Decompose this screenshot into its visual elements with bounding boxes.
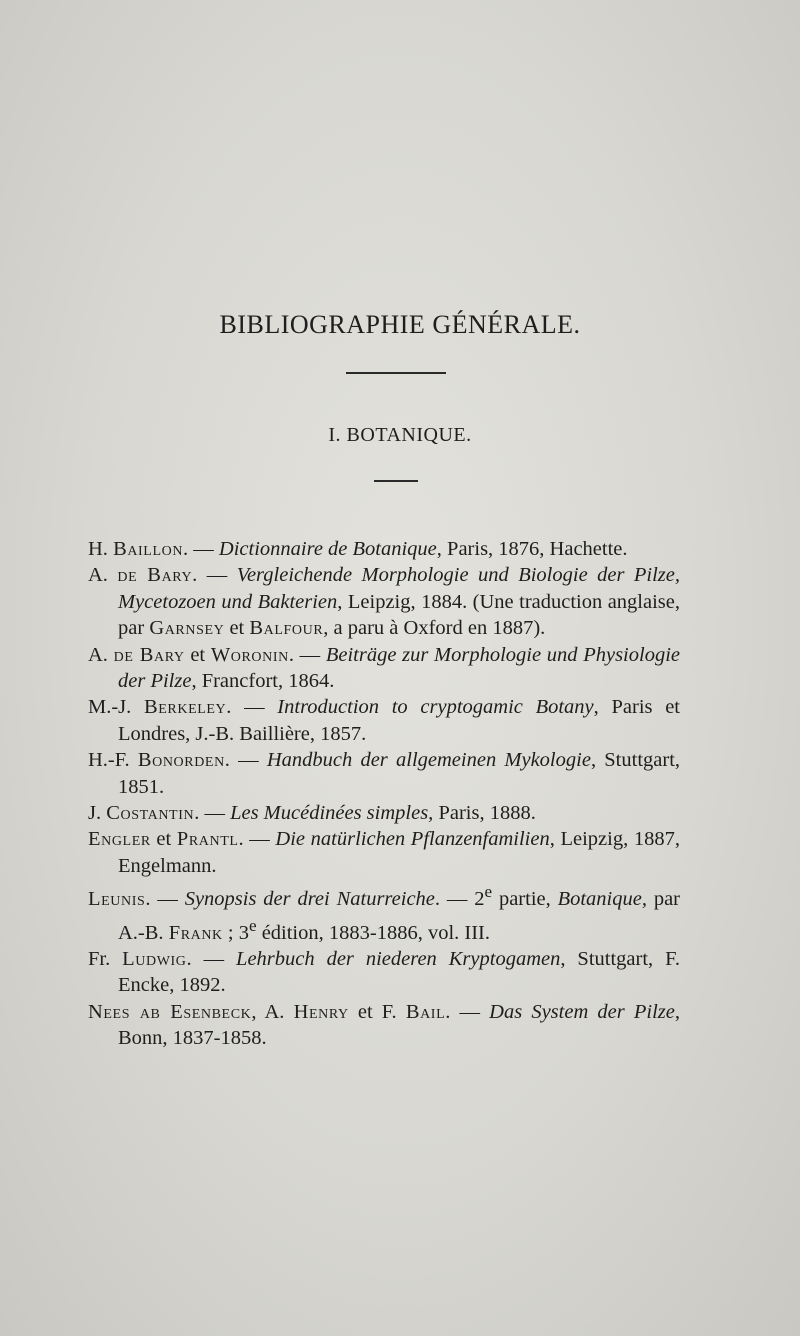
author-name: Nees ab Esenbeck <box>88 1000 252 1023</box>
author-name: Baillon <box>113 538 184 560</box>
author-name: Costantin <box>106 802 195 825</box>
bibliography-list <box>88 536 680 1051</box>
author-name: Henry <box>293 1000 349 1023</box>
bibliography-entry: Engler et Prantl. — Die natürlichen Pflanzenfamilien, Leipzig, 1887, Engelmann. <box>88 828 680 877</box>
work-title: Das System der Pilze <box>489 1000 675 1023</box>
bibliography-entry: J. Costantin. — Les Mucédinées simples, Paris, 1888. <box>88 802 536 825</box>
author-name: Leunis <box>88 888 146 911</box>
bibliography-entry: M.-J. Berkeley. — Introduction to cryptogamic Botany, Paris et Londres, J.-B. Baillière, 1857. <box>88 696 680 745</box>
work-title: Vergleichende Morphologie und Biologie der Pilze, Mycetozoen und Bakterien <box>118 564 681 613</box>
author-name: Woronin <box>210 643 289 666</box>
work-title: Synopsis der drei Naturreiche <box>184 888 435 911</box>
work-title: Beiträge zur Morphologie und Physiologie der Pilze <box>118 643 680 693</box>
work-title: Introduction to cryptogamic Botany <box>277 696 594 719</box>
bibliography-entry: A. de Bary et Woronin. — Beiträge zur Morphologie und Physiologie der Pilze, Francfort, 1864. <box>88 643 680 693</box>
work-title: Handbuch der allgemeinen Mykologie <box>266 749 591 772</box>
author-name: Ludwig <box>122 947 187 970</box>
author-name: Berkeley <box>144 696 227 719</box>
author-name: Engler <box>88 828 151 851</box>
work-title: Botanique, <box>557 888 647 911</box>
author-name: Bonorden <box>137 749 225 772</box>
bibliography-entry: A. de Bary. — Vergleichende Morphologie und Biologie der Pilze, Mycetozoen und Bakterien, Leipzig, 1884. (Une traduction anglaise, par Garnsey et Balfour, a paru à Oxford en 1887). <box>88 564 681 640</box>
bibliography-entry: Leunis. — Synopsis der drei Naturreiche. — 2e partie, Botanique, par A.-B. Frank ; 3e édition, 1883-1886, vol. III. <box>88 882 681 944</box>
work-title: Dictionnaire de Botanique <box>218 538 437 560</box>
bibliography-entry: H.-F. Bonorden. — Handbuch der allgemeinen Mykologie, Stuttgart, 1851. <box>88 749 681 798</box>
bibliography-entry: Fr. Ludwig. — Lehrbuch der niederen Kryptogamen, Stuttgart, F. Encke, 1892. <box>88 947 680 997</box>
author-name: de Bary <box>113 643 185 666</box>
author-name: Frank <box>168 921 223 944</box>
page-title: BIBLIOGRAPHIE GÉNÉRALE. <box>219 310 581 339</box>
section-divider <box>374 480 418 482</box>
work-title: Lehrbuch der niederen Kryptogamen <box>236 947 561 970</box>
work-title: Les Mucédinées simples, <box>230 802 434 825</box>
author-name: Prantl <box>176 828 239 851</box>
author-name: Bail <box>405 1000 446 1023</box>
author-name: Garnsey <box>149 617 225 640</box>
author-name: de Bary <box>117 564 193 587</box>
author-name: Balfour <box>249 617 324 640</box>
bibliography-entry: Nees ab Esenbeck, A. Henry et F. Bail. — Das System der Pilze, Bonn, 1837-1858. <box>88 1000 680 1049</box>
bibliography-entry: H. Baillon. — Dictionnaire de Botanique, Paris, 1876, Hachette. <box>88 538 628 560</box>
section-heading: I. BOTANIQUE. <box>328 424 472 446</box>
title-divider <box>346 372 446 374</box>
work-title: Die natürlichen Pflanzenfamilien <box>275 828 550 851</box>
